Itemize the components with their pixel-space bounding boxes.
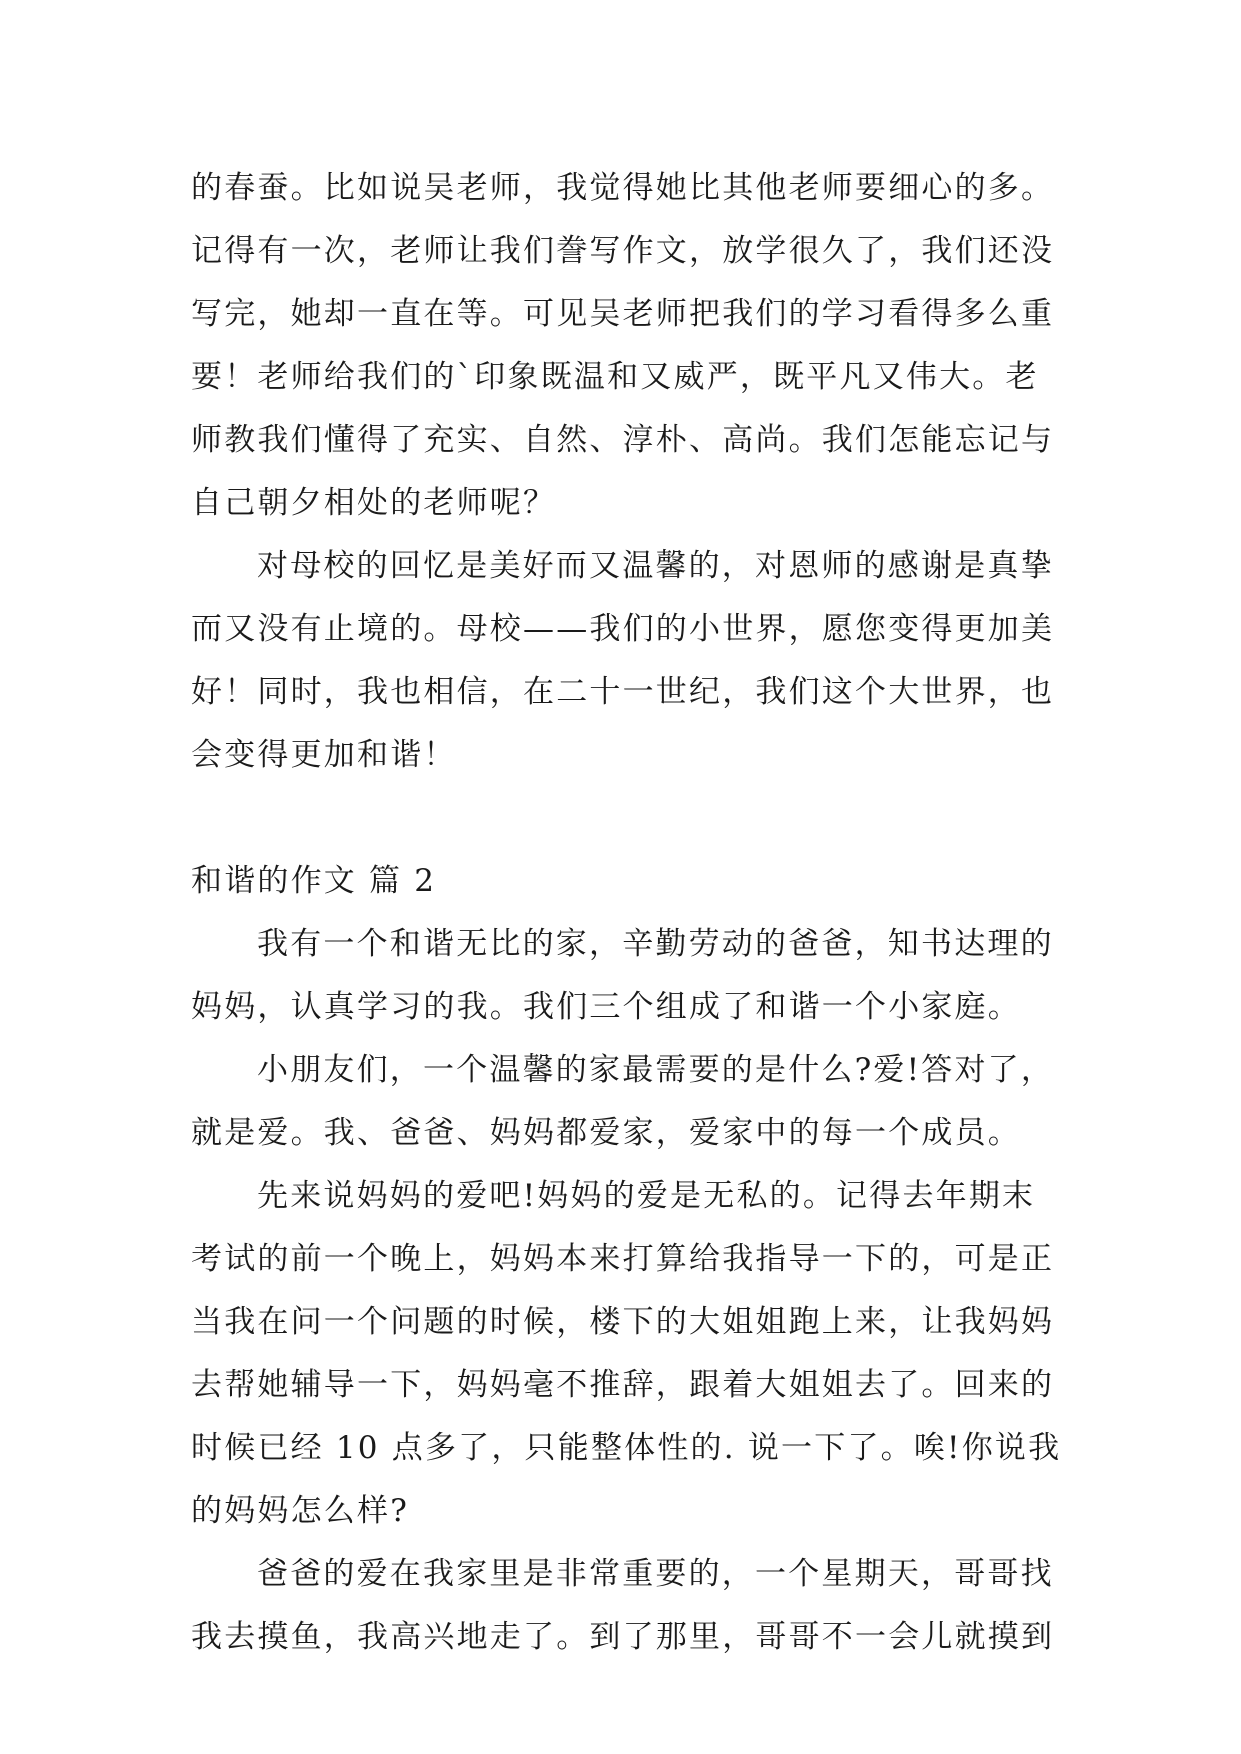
paragraph-line: 我有一个和谐无比的家，辛勤劳动的爸爸，知书达理的 [257, 926, 1054, 962]
paragraph-line: 先来说妈妈的爱吧!妈妈的爱是无私的。记得去年期末 [257, 1178, 1036, 1214]
paragraph-line: 当我在问一个问题的时候，楼下的大姐姐跑上来，让我妈妈 [191, 1304, 1055, 1340]
paragraph-line: 记得有一次，老师让我们誊写作文，放学很久了，我们还没 [191, 233, 1055, 269]
paragraph-line: 对母校的回忆是美好而又温馨的，对恩师的感谢是真挚 [257, 548, 1054, 584]
paragraph-line: 会变得更加和谐！ [191, 737, 457, 773]
paragraph-line: 时候已经 10 点多了，只能整体性的. 说一下了。唉!你说我 [191, 1430, 1062, 1466]
paragraph-line: 的春蚕。比如说吴老师，我觉得她比其他老师要细心的多。 [191, 170, 1055, 206]
paragraph-line: 考试的前一个晚上，妈妈本来打算给我指导一下的，可是正 [191, 1241, 1055, 1277]
paragraph-line: 而又没有止境的。母校——我们的小世界，愿您变得更加美 [191, 611, 1055, 647]
section-heading: 和谐的作文 篇 2 [191, 863, 437, 899]
paragraph-line: 师教我们懂得了充实、自然、淳朴、高尚。我们怎能忘记与 [191, 422, 1055, 458]
paragraph-line: 的妈妈怎么样? [191, 1493, 410, 1529]
paragraph-line: 我去摸鱼，我高兴地走了。到了那里，哥哥不一会儿就摸到 [191, 1619, 1055, 1655]
paragraph-line: 就是爱。我、爸爸、妈妈都爱家，爱家中的每一个成员。 [191, 1115, 1021, 1151]
paragraph-line: 好！同时，我也相信，在二十一世纪，我们这个大世界，也 [191, 674, 1055, 710]
paragraph-line: 妈妈，认真学习的我。我们三个组成了和谐一个小家庭。 [191, 989, 1021, 1025]
paragraph-line: 写完，她却一直在等。可见吴老师把我们的学习看得多么重 [191, 296, 1055, 332]
paragraph-line: 自己朝夕相处的老师呢？ [191, 485, 557, 521]
paragraph-line: 去帮她辅导一下，妈妈毫不推辞，跟着大姐姐去了。回来的 [191, 1367, 1055, 1403]
paragraph-line: 爸爸的爱在我家里是非常重要的，一个星期天，哥哥找 [257, 1556, 1054, 1592]
paragraph-line: 小朋友们，一个温馨的家最需要的是什么?爱!答对了， [257, 1052, 1055, 1088]
paragraph-line: 要！老师给我们的`印象既温和又威严，既平凡又伟大。老 [191, 359, 1039, 395]
